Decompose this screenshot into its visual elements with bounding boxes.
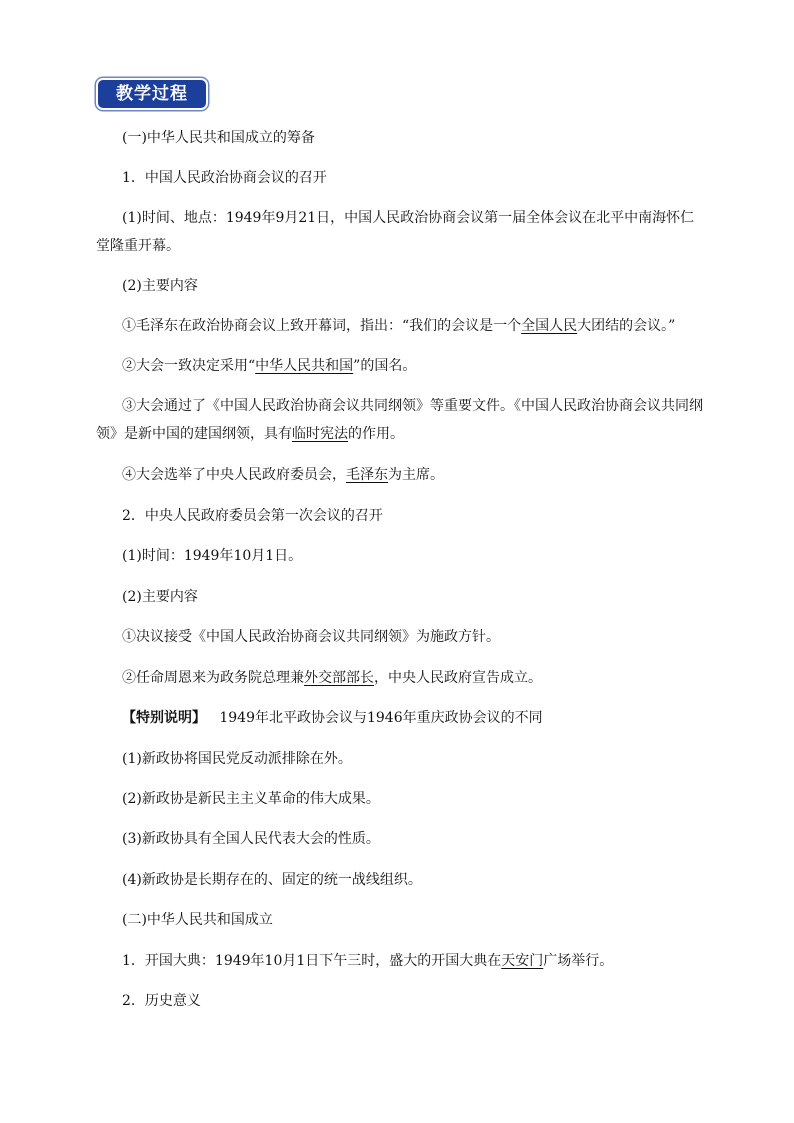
part2-item2: 2．历史意义 (122, 993, 201, 1009)
sub1-item2-pre: ②大会一致决定采用“ (122, 358, 256, 374)
sub2-item1: ①决议接受《中国人民政治协商会议共同纲领》为施政方针。 (122, 629, 500, 645)
sub2-time: (1)时间：1949年10月1日。 (122, 548, 303, 564)
sub1-item3 (96, 392, 708, 448)
sub1-item4-pre: ④大会选举了中央人民政府委员会， (122, 467, 346, 483)
sub1-content-heading: (2)主要内容 (122, 278, 198, 294)
special-note-point: (2)新政协是新民主主义革命的伟大成果。 (122, 791, 380, 807)
sub2-title: 2．中央人民政府委员会第一次会议的召开 (122, 508, 383, 524)
sub1-item1-post: 大团结的会议。” (577, 318, 676, 334)
part2-item1-post: 广场举行。 (543, 953, 614, 969)
part2-item1 (122, 951, 712, 971)
sub2-content-heading: (2)主要内容 (122, 589, 198, 605)
sub1-title: 1．中国人民政治协商会议的召开 (122, 170, 327, 186)
sub1-item3-underlined: 临时宪法 (292, 426, 348, 442)
sub1-item1-underlined: 全国人民 (521, 318, 578, 334)
sub2-item2-underlined: 外交部部长 (304, 670, 374, 686)
sub2-item2-pre: ②任命周恩来为政务院总理兼 (122, 670, 304, 686)
sub1-item2-post: ”的国名。 (353, 358, 417, 374)
sub2-item2-post: ，中央人民政府宣告成立。 (374, 670, 542, 686)
sub1-item2-underlined: 中华人民共和国 (255, 358, 354, 374)
sub1-item2 (122, 356, 712, 376)
special-note-point: (3)新政协具有全国人民代表大会的性质。 (122, 831, 380, 847)
sub1-time-place: (1)时间、地点：1949年9月21日，中国人民政治协商会议第一届全体会议在北平中南海怀仁堂隆重开幕。 (96, 210, 695, 254)
special-note-point: (1)新政协将国民党反动派排除在外。 (122, 751, 352, 767)
sub1-item4 (122, 465, 712, 485)
part2-heading: (二)中华人民共和国成立 (122, 912, 273, 928)
section-title-badge: 教学过程 (98, 80, 206, 108)
sub2-item2 (122, 668, 712, 688)
sub1-item3-pre: ③大会通过了《中国人民政治协商会议共同纲领》等重要文件。《中国人民政治协商会议共同纲领》是新中国的建国纲领，具有 (96, 398, 703, 442)
sub1-item4-post: 为主席。 (388, 467, 444, 483)
special-note (122, 708, 712, 728)
sub1-item1 (122, 316, 712, 336)
sub1-item1-pre: ①毛泽东在政治协商会议上致开幕词，指出：“我们的会议是一个 (122, 318, 522, 334)
part1-heading: (一)中华人民共和国成立的筹备 (122, 130, 315, 146)
sub1-item4-underlined: 毛泽东 (346, 467, 388, 483)
sub1-item3-post: 的作用。 (348, 426, 404, 442)
special-note-point: (4)新政协是长期存在的、固定的统一战线组织。 (122, 872, 422, 888)
part2-item1-pre: 1．开国大典：1949年10月1日下午三时，盛大的开国大典在 (122, 953, 502, 969)
part2-item1-underlined: 天安门 (501, 953, 544, 969)
special-note-label: 【特别说明】 (122, 710, 206, 726)
special-note-text: 1949年北平政协会议与1946年重庆政协会议的不同 (219, 710, 543, 726)
